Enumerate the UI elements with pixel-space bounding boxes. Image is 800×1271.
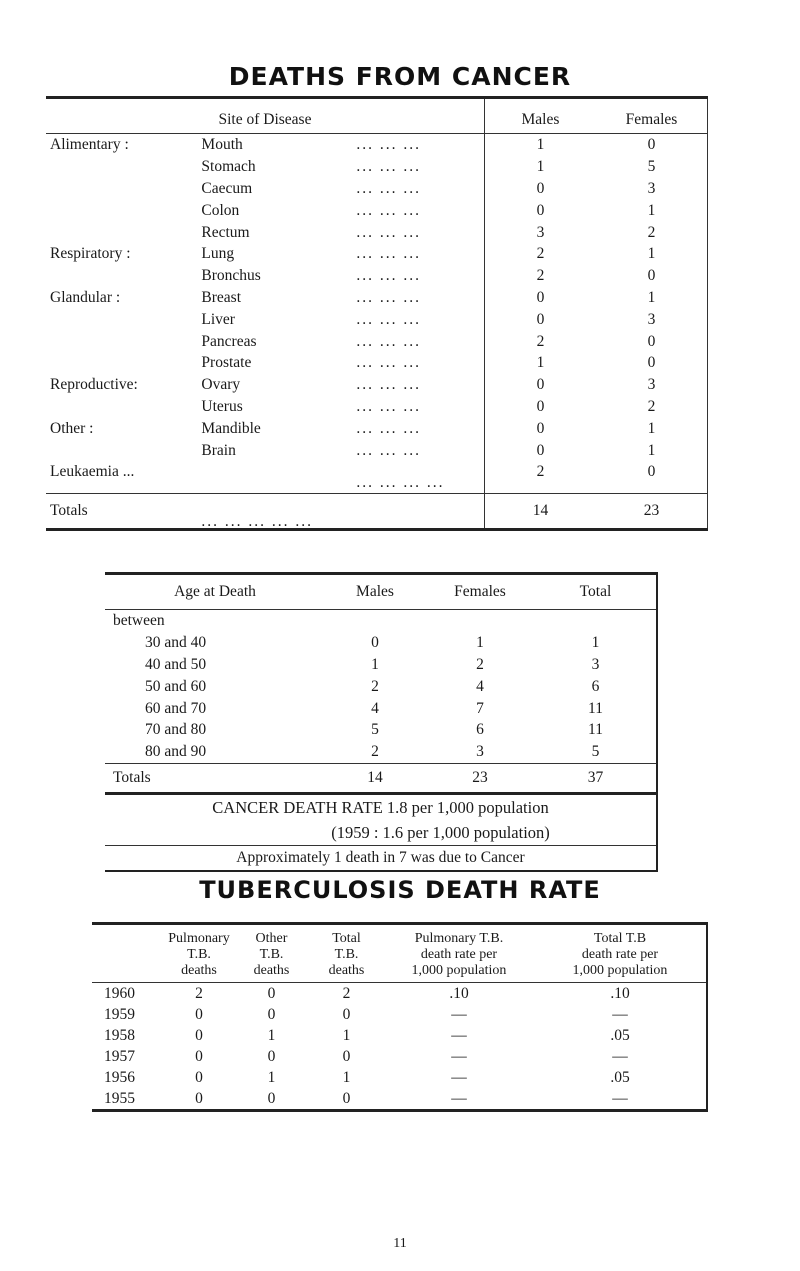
site-category (46, 199, 201, 221)
site-females: 1 (596, 243, 708, 265)
tb-year: 1956 (104, 1068, 135, 1086)
tb-other: 0 (267, 984, 276, 1002)
site-row (46, 374, 708, 396)
site-name (201, 461, 484, 491)
tb-pulmonary-rate: — (451, 1068, 467, 1086)
leader-dots: ... ... ... (356, 179, 422, 197)
tb-table-header (92, 924, 707, 983)
site-totals-females: 23 (596, 493, 708, 529)
tb-total-rate: — (534, 1088, 707, 1111)
site-name (201, 199, 484, 221)
site-table-header (46, 98, 708, 134)
site-females: 1 (596, 417, 708, 439)
site-row (46, 265, 708, 287)
leader-dots: ... ... ... (356, 441, 422, 459)
site-category (46, 156, 201, 178)
note-row (105, 845, 657, 871)
site-females: 0 (596, 134, 708, 156)
site-label: Caecum (201, 179, 253, 197)
age-males-header: Males (325, 574, 425, 610)
site-row (46, 417, 708, 439)
site-name (201, 308, 484, 330)
age-table-header (105, 574, 657, 610)
tb-row (92, 1067, 707, 1088)
site-males: 2 (536, 245, 545, 263)
site-males: 1 (536, 136, 545, 154)
site-category (46, 221, 201, 243)
age-males: 0 (371, 634, 379, 652)
site-row (46, 396, 708, 418)
site-category: Respiratory : (50, 245, 131, 263)
tb-other: 1 (267, 1026, 276, 1044)
age-totals-males: 14 (325, 763, 425, 793)
site-label: Mouth (201, 136, 243, 154)
site-name (201, 178, 484, 200)
age-range: 60 and 70 (145, 699, 207, 717)
site-label: Uterus (201, 397, 243, 415)
age-total: 6 (535, 675, 657, 697)
site-females: 5 (596, 156, 708, 178)
age-range: 40 and 50 (145, 655, 207, 673)
site-category (46, 178, 201, 200)
tb-total-rate: — (534, 1004, 707, 1025)
age-total: 5 (535, 741, 657, 763)
site-label: Rectum (201, 223, 250, 241)
site-category (46, 396, 201, 418)
tb-pulmonary-rate: — (451, 1047, 467, 1065)
site-name (201, 134, 484, 156)
cancer-death-rate-1959: (1959 : 1.6 per 1,000 population) (105, 821, 657, 846)
age-header: Age at Death (105, 574, 325, 610)
leader-dots: ... ... ... (356, 397, 422, 415)
site-category: Other : (50, 419, 94, 437)
site-males: 1 (536, 158, 545, 176)
site-row (46, 134, 708, 156)
site-males: 0 (536, 179, 545, 197)
site-label: Stomach (201, 158, 256, 176)
age-totals-row (105, 763, 657, 793)
age-males: 2 (371, 743, 379, 761)
age-range: 80 and 90 (145, 743, 207, 761)
tb-pulmonary: 0 (195, 1068, 203, 1086)
site-males: 1 (536, 354, 545, 372)
age-range: 50 and 60 (145, 677, 207, 695)
site-header: Site of Disease (46, 98, 484, 134)
site-category: Alimentary : (50, 136, 129, 154)
rate-prev-row (105, 821, 657, 846)
site-males: 2 (536, 463, 545, 481)
site-females: 1 (596, 199, 708, 221)
leader-dots: ... ... ... (356, 332, 422, 350)
site-label: Ovary (201, 376, 241, 394)
site-name (201, 243, 484, 265)
site-males: 2 (536, 267, 545, 285)
tb-total: 0 (342, 1047, 351, 1065)
site-row (46, 330, 708, 352)
site-males: 0 (536, 310, 545, 328)
tb-total: 1 (342, 1026, 351, 1044)
leader-dots: ... ... ... ... (356, 473, 445, 491)
leader-dots: ... ... ... (356, 419, 422, 437)
site-row (46, 287, 708, 309)
rate-row (105, 793, 657, 821)
tb-row (92, 1025, 707, 1046)
age-totals-label: Totals (105, 763, 325, 793)
tb-pulmonary: 0 (195, 1047, 203, 1065)
leader-dots: ... ... ... (356, 223, 422, 241)
tb-other: 1 (267, 1068, 276, 1086)
tb-pulmonary-rate: — (451, 1026, 467, 1044)
tb-total: 0 (342, 1089, 351, 1107)
site-category (46, 330, 201, 352)
page-title: DEATHS FROM CANCER (228, 62, 572, 91)
site-name (201, 417, 484, 439)
site-females: 1 (596, 287, 708, 309)
site-row (46, 461, 708, 483)
age-females-header: Females (425, 574, 535, 610)
age-range: 70 and 80 (145, 721, 207, 739)
age-total: 11 (535, 719, 657, 741)
tb-other: 0 (267, 1047, 276, 1065)
site-row (46, 221, 708, 243)
tb-death-rate-table (92, 922, 708, 1112)
leader-dots: ... ... ... ... ... (201, 512, 314, 530)
age-row (105, 632, 657, 654)
site-row (46, 352, 708, 374)
tb-year: 1955 (104, 1089, 135, 1107)
site-label: Liver (201, 310, 235, 328)
between-label: between (113, 612, 165, 630)
site-label: Colon (201, 201, 240, 219)
tb-total: 2 (342, 984, 351, 1002)
total-rate-header: Total T.B death rate per 1,000 population (534, 924, 707, 983)
site-females: 0 (596, 330, 708, 352)
site-category (46, 308, 201, 330)
site-label: Bronchus (201, 267, 261, 285)
site-name (201, 374, 484, 396)
age-females: 2 (476, 655, 484, 673)
age-totals-females: 23 (425, 763, 535, 793)
site-males: 0 (536, 201, 545, 219)
site-row (46, 439, 708, 461)
age-row (105, 654, 657, 676)
tb-pulmonary: 0 (195, 1005, 203, 1023)
between-row (105, 610, 657, 632)
tb-pulmonary-rate: — (451, 1005, 467, 1023)
site-females: 2 (596, 396, 708, 418)
site-females: 0 (596, 265, 708, 287)
cancer-death-rate: CANCER DEATH RATE 1.8 per 1,000 population (105, 793, 657, 821)
leader-dots: ... ... ... (356, 310, 422, 328)
tb-total-rate: — (534, 1046, 707, 1067)
age-total-header: Total (535, 574, 657, 610)
site-name (201, 396, 484, 418)
total-deaths-header: Total T.B. deaths (309, 924, 384, 983)
site-totals-row (46, 493, 708, 529)
tb-pulmonary-rate: — (451, 1089, 467, 1107)
site-females: 2 (596, 221, 708, 243)
site-name (201, 265, 484, 287)
site-name (201, 156, 484, 178)
cancer-site-table (46, 96, 708, 531)
site-row (46, 178, 708, 200)
tb-pulmonary-rate: .10 (449, 984, 469, 1002)
age-females: 3 (476, 743, 484, 761)
age-at-death-table (105, 572, 658, 872)
tb-other: 0 (267, 1089, 276, 1107)
tb-pulmonary: 0 (195, 1026, 203, 1044)
page-number: 11 (393, 1236, 407, 1251)
site-name (201, 352, 484, 374)
site-males: 3 (536, 223, 545, 241)
site-name (201, 439, 484, 461)
age-row (105, 741, 657, 763)
site-name (201, 330, 484, 352)
age-females: 6 (476, 721, 484, 739)
pulmonary-rate-header: Pulmonary T.B. death rate per 1,000 population (384, 924, 534, 983)
site-category: Leukaemia ... (50, 463, 135, 481)
tb-total: 0 (342, 1005, 351, 1023)
leader-dots: ... ... ... (356, 158, 422, 176)
age-males: 4 (371, 699, 379, 717)
site-category: Glandular : (50, 288, 121, 306)
leader-dots: ... ... ... (356, 354, 422, 372)
site-totals-label: Totals (46, 493, 201, 529)
tb-row (92, 1004, 707, 1025)
site-row (46, 308, 708, 330)
site-row (46, 156, 708, 178)
age-males: 1 (371, 655, 379, 673)
site-label: Pancreas (201, 332, 257, 350)
site-label: Lung (201, 245, 235, 263)
site-males: 0 (536, 288, 545, 306)
site-females: 0 (596, 461, 708, 483)
cancer-ratio-note: Approximately 1 death in 7 was due to Cancer (105, 845, 657, 871)
tb-year: 1958 (104, 1026, 135, 1044)
age-females: 1 (476, 634, 484, 652)
leader-dots: ... ... ... (356, 267, 422, 285)
leader-dots: ... ... ... (356, 245, 422, 263)
site-females: 3 (596, 308, 708, 330)
pulmonary-deaths-header: Pulmonary T.B. deaths (164, 924, 234, 983)
site-name (201, 221, 484, 243)
age-females: 7 (476, 699, 484, 717)
site-label: Breast (201, 288, 242, 306)
site-label: Mandible (201, 419, 261, 437)
site-males: 2 (536, 332, 545, 350)
tb-year: 1957 (104, 1047, 135, 1065)
age-total: 3 (535, 654, 657, 676)
males-header: Males (484, 98, 596, 134)
site-females: 0 (596, 352, 708, 374)
leader-dots: ... ... ... (356, 376, 422, 394)
site-name (201, 287, 484, 309)
age-row (105, 697, 657, 719)
age-total: 1 (535, 632, 657, 654)
tb-pulmonary: 2 (195, 984, 203, 1002)
site-males: 0 (536, 441, 545, 459)
site-totals-males: 14 (484, 493, 596, 529)
age-totals-total: 37 (535, 763, 657, 793)
tb-total: 1 (342, 1068, 351, 1086)
site-label: Prostate (201, 354, 252, 372)
tb-row (92, 983, 707, 1005)
site-category (46, 439, 201, 461)
tb-year: 1959 (104, 1005, 135, 1023)
site-category (46, 265, 201, 287)
leader-dots: ... ... ... (356, 201, 422, 219)
females-header: Females (596, 98, 708, 134)
site-category (46, 352, 201, 374)
age-females: 4 (476, 677, 484, 695)
tb-total-rate: .05 (534, 1025, 707, 1046)
other-deaths-header: Other T.B. deaths (234, 924, 309, 983)
tb-other: 0 (267, 1005, 276, 1023)
tb-title: TUBERCULOSIS DEATH RATE (199, 876, 601, 904)
tb-row (92, 1046, 707, 1067)
site-females: 1 (596, 439, 708, 461)
age-males: 2 (371, 677, 379, 695)
site-row (46, 243, 708, 265)
site-category: Reproductive: (50, 376, 138, 394)
age-total: 11 (535, 697, 657, 719)
tb-total-rate: .05 (534, 1067, 707, 1088)
age-row (105, 675, 657, 697)
site-females: 3 (596, 178, 708, 200)
leader-dots: ... ... ... (356, 136, 422, 154)
tb-row (92, 1088, 707, 1111)
site-males: 0 (536, 397, 545, 415)
site-females: 3 (596, 374, 708, 396)
tb-pulmonary: 0 (195, 1089, 203, 1107)
age-range: 30 and 40 (145, 634, 207, 652)
site-totals-dots (201, 493, 484, 529)
site-males: 0 (536, 376, 545, 394)
site-row (46, 199, 708, 221)
tb-year: 1960 (104, 984, 135, 1002)
site-label: Brain (201, 441, 236, 459)
leader-dots: ... ... ... (356, 288, 422, 306)
age-row (105, 719, 657, 741)
age-males: 5 (371, 721, 379, 739)
tb-total-rate: .10 (534, 983, 707, 1005)
site-males: 0 (536, 419, 545, 437)
